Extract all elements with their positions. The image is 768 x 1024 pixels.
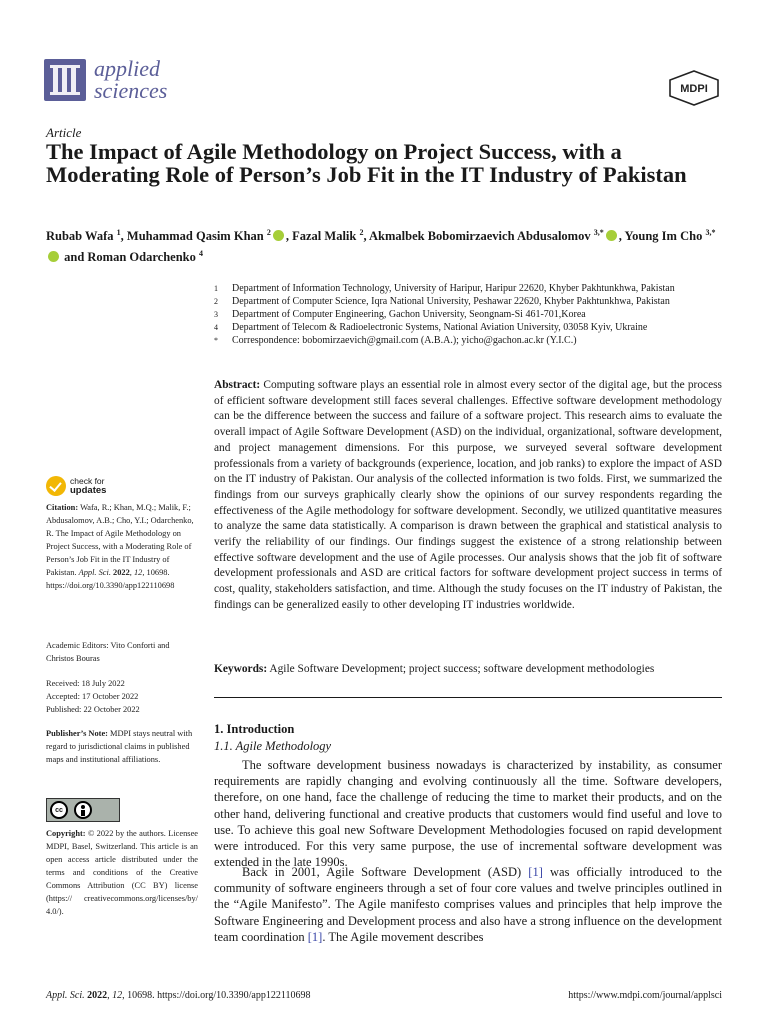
citation-journal: Appl. Sci.: [78, 568, 111, 577]
footer-volume: 12: [112, 990, 123, 1001]
author-affiliation-mark: 4: [199, 249, 203, 259]
publication-dates: [46, 677, 198, 716]
cc-by-license-badge[interactable]: [46, 798, 120, 822]
affiliation-item: [214, 282, 724, 295]
affiliation-item: [214, 321, 724, 334]
affiliation-text: Department of Computer Science, Iqra National University, Peshawar 22620, Khyber Pakhtunkhwa, Pakistan: [232, 296, 670, 307]
author-name[interactable]: Rubab Wafa: [46, 229, 114, 244]
keywords: [214, 662, 722, 677]
publisher-note: [46, 727, 198, 766]
author-separator: ,: [285, 229, 293, 244]
citation-volume: 12: [133, 568, 143, 577]
mdpi-logo-icon[interactable]: [668, 70, 720, 106]
author-affiliation-mark: 3,*: [593, 228, 604, 237]
author-list: [46, 224, 726, 266]
journal-name-line1: applied: [94, 56, 160, 81]
copyright: [46, 827, 198, 918]
check-updates-line1: check for: [70, 476, 105, 486]
check-updates-text: [70, 477, 106, 495]
citation: Citation: Wafa, R.; Khan, M.Q.; Malik, F.; Abdusalomov, A.B.; Cho, Y.I.; Odarchenko, R. The Impact of Agile Methodology on Project Success, with a Moderating Role of Person’s Job Fit in the IT Industry of Pakistan. Appl. Sci. 2022, 12, 10698. https://doi.org/10.3390/app122110698: [46, 503, 194, 590]
published-date: Published: 22 October 2022: [46, 705, 140, 714]
orcid-icon[interactable]: [606, 230, 617, 241]
abstract-label: Abstract:: [214, 379, 261, 391]
subsection-heading: 1.1. Agile Methodology: [214, 739, 332, 753]
author-separator: ,: [120, 229, 127, 244]
body-paragraph: The software development business nowadays is characterized by instability, as consumer requirements are rapidly changing and evolving continuously all the time. Software developers, therefore, on one hand, face the challenge of reducing the time to market their products, and on the other hand, delivering functional and creative products that customers would find useful and love to use. To achieve this goal new Software Development Methodologies focused on rapid development were introduced. For this very same purpose, the use of incremental software development was extended in the late 1990s.: [214, 758, 722, 870]
author-name[interactable]: Roman Odarchenko: [87, 250, 196, 265]
footer-citation: Appl. Sci. 2022, 12, 10698. https://doi.org/10.3390/app122110698: [46, 990, 311, 1001]
citation-label: Citation:: [46, 503, 79, 512]
affiliation-text: Department of Telecom & Radioelectronic Systems, National Aviation University, 03058 Kyiv, Ukraine: [232, 322, 648, 333]
section-heading: 1. Introduction: [214, 722, 295, 736]
body-text-segment: Back in 2001, Agile Software Development (ASD): [242, 865, 529, 879]
keywords-text: Agile Software Development; project success; software development methodologies: [269, 663, 655, 675]
footer-journal-url[interactable]: https://www.mdpi.com/journal/applsci: [568, 990, 722, 1001]
affiliation-mark: 4: [214, 323, 218, 332]
affiliations: [214, 282, 724, 347]
author-affiliation-mark: 1: [116, 228, 121, 237]
body-paragraph: [214, 864, 722, 945]
author-name[interactable]: Fazal Malik: [292, 229, 357, 244]
check-updates-line2: updates: [70, 485, 107, 496]
affiliation-item: [214, 295, 724, 308]
affiliation-mark: 1: [214, 284, 218, 293]
footer-journal: Appl. Sci.: [46, 990, 85, 1001]
author-name[interactable]: Akmalbek Bobomirzaevich Abdusalomov: [369, 229, 591, 244]
journal-emblem-icon: [44, 59, 86, 101]
author-affiliation-mark: 3,*: [705, 228, 716, 237]
publisher-name: MDPI: [680, 83, 708, 95]
copyright-text: © 2022 by the authors. Licensee MDPI, Basel, Switzerland. This article is an open access article distributed under the terms and conditions of the Creative Commons Attribution (CC BY) license (https:// creativecommons.org/licenses/by/ 4.0/).: [46, 829, 198, 916]
cc-icon-label: cc: [55, 806, 63, 814]
check-for-updates-button[interactable]: [46, 476, 106, 496]
journal-logo[interactable]: [44, 58, 167, 102]
author-name[interactable]: Muhammad Qasim Khan: [126, 229, 264, 244]
reference-link[interactable]: [1]: [528, 865, 543, 879]
copyright-label: Copyright:: [46, 829, 86, 838]
author-separator: ,: [618, 229, 625, 244]
abstract-divider: [214, 697, 722, 698]
journal-name: [94, 58, 167, 102]
body-text-segment: . The Agile movement describes: [322, 929, 484, 944]
academic-editors: Academic Editors: Vito Conforti and Christos Bouras: [46, 641, 170, 663]
affiliation-text: Department of Information Technology, University of Haripur, Haripur 22620, Khyber Pakhtunkhwa, Pakistan: [232, 283, 675, 294]
accepted-date: Accepted: 17 October 2022: [46, 692, 139, 701]
citation-year: 2022: [113, 568, 130, 577]
by-attribution-icon: [74, 801, 92, 819]
publisher-note-text: MDPI stays neutral with regard to jurisdictional claims in published maps and institutional affiliations.: [46, 729, 193, 764]
author-separator: ,: [363, 229, 370, 244]
journal-name-line2: sciences: [94, 78, 168, 103]
footer-year: 2022: [87, 990, 108, 1001]
affiliation-item: [214, 334, 724, 347]
author-name[interactable]: Young Im Cho: [624, 229, 703, 244]
keywords-label: Keywords:: [214, 663, 268, 675]
affiliation-mark: 3: [214, 310, 218, 319]
article-title: The Impact of Agile Methodology on Project Success, with a Moderating Role of Person’s Job Fit in the IT Industry of Pakistan: [46, 139, 687, 187]
affiliation-mark: 2: [214, 297, 218, 306]
citation-doi-link[interactable]: , 10698. https://doi.org/10.3390/app122110698: [46, 568, 175, 590]
footer-doi-link[interactable]: , 10698. https://doi.org/10.3390/app122110698: [122, 990, 311, 1001]
orcid-icon[interactable]: [273, 230, 284, 241]
publisher-note-label: Publisher’s Note:: [46, 729, 108, 738]
affiliation-text: Department of Computer Engineering, Gachon University, Seongnam-Si 461-701,Korea: [232, 309, 586, 320]
affiliation-mark: *: [214, 336, 218, 345]
author-separator: and: [61, 250, 88, 265]
body-text-segment: was officially introduced to the community of software engineers through a set of four core values and twelve principles outlined in the “Agile Manifesto”. The Agile manifesto comprises values and principles that help improve the Software Engineering and Development process and also have a strong influence on the development team coordination: [214, 865, 722, 944]
received-date: Received: 18 July 2022: [46, 679, 125, 688]
abstract: [214, 378, 722, 614]
reference-link[interactable]: [1]: [307, 929, 323, 944]
orcid-icon[interactable]: [48, 251, 59, 262]
citation-text: Wafa, R.; Khan, M.Q.; Malik, F.; Abdusalomov, A.B.; Cho, Y.I.; Odarchenko, R. The Impact of Agile Methodology on Project Success, with a Moderating Role of Person’s Job Fit in the IT Industry of Pakistan.: [46, 503, 194, 577]
author-affiliation-mark: 2: [266, 228, 271, 237]
cc-icon: [50, 801, 68, 819]
affiliation-item: [214, 308, 724, 321]
affiliation-text: Correspondence: bobomirzaevich@gmail.com (A.B.A.); yicho@gachon.ac.kr (Y.I.C.): [232, 335, 577, 346]
article-type: Article: [46, 125, 82, 140]
check-updates-icon: [46, 476, 66, 496]
abstract-text: Computing software plays an essential role in almost every sector of the digital age, but the process of efficient software development still faces several challenges. Effective software development methodology can be the difference between the success and failure of a software project. This research aims to evaluate the overall impact of Agile Software Development (ASD) on the individual, organizational, software development, and project management dimensions. For this purpose, we surveyed several software development professionals from a variety of backgrounds (experience, location, and job ranks) to explore the impact of ASD on the IT industry of Pakistan. Our analysis of the collected information is two folds. First, we summarized the findings from our surveys graphically clearly show the opinions of our survey respondents regarding the effectiveness of the Agile methodology for software development. Secondly, we utilized quantitative measures to analyze the same data statistically. A comparison is drawn between the graphical and statistical analysis to verify the reliability of our findings. Our findings suggest the existence of a strong relationship between effective software development and the use of Agile processes. Our analysis shows that the job fit of software development professionals and ASD are critical factors for software development project success in terms of cost, quality, stakeholders satisfaction, and time. Although the study focuses on the IT industry of Pakistan, the findings can be generalized easily to other developing IT industries worldwide.: [214, 379, 722, 611]
author-affiliation-mark: 2: [359, 228, 364, 237]
